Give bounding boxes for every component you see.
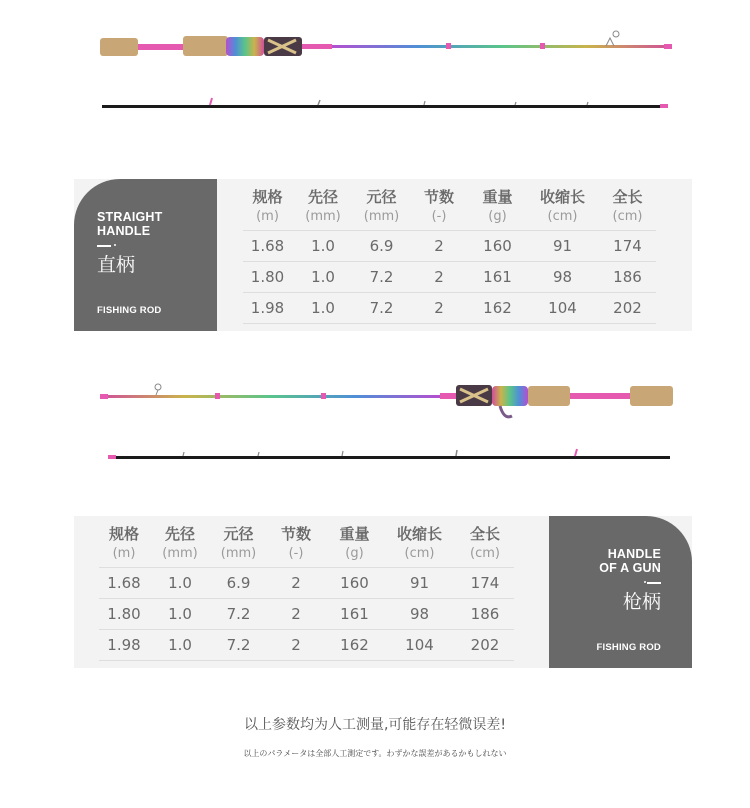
- table-cell: 1.80: [99, 599, 149, 630]
- column-header: 重量 (g): [482, 188, 513, 224]
- table-row: [243, 262, 656, 293]
- table-cell: 7.2: [211, 599, 266, 630]
- label-divider: [97, 245, 111, 247]
- gun-handle-spec-panel: [74, 516, 692, 668]
- fishing-rod-label: FISHING ROD: [97, 305, 162, 316]
- column-header: 收缩长 (cm): [539, 188, 585, 224]
- table-cell: 98: [526, 262, 599, 293]
- label-divider: [647, 582, 661, 584]
- table-cell: 91: [526, 231, 599, 262]
- table-cell: 98: [383, 599, 456, 630]
- table-cell: 1.98: [243, 293, 292, 324]
- column-header: 全长 (cm): [469, 525, 500, 561]
- table-row: [99, 568, 514, 599]
- column-header: 规格 (m): [108, 525, 139, 561]
- table-cell: 2: [266, 599, 326, 630]
- table-cell: 1.68: [243, 231, 292, 262]
- label-divider-dot: [644, 581, 646, 583]
- straight-handle-label-en: STRAIGHT HANDLE: [97, 210, 163, 238]
- table-cell: 160: [469, 231, 526, 262]
- table-cell: 161: [469, 262, 526, 293]
- table-cell: 202: [599, 293, 656, 324]
- table-cell: 202: [456, 630, 514, 661]
- table-header-row: [99, 524, 514, 568]
- column-header: 先径 (mm): [305, 188, 341, 224]
- column-header: 重量 (g): [339, 525, 370, 561]
- table-cell: 162: [326, 630, 383, 661]
- column-header: 先径 (mm): [162, 525, 198, 561]
- table-cell: 1.0: [292, 262, 354, 293]
- table-cell: 104: [526, 293, 599, 324]
- table-cell: 2: [266, 568, 326, 599]
- measurement-note-jp: 以上のパラメータは全部人工測定です。わずかな誤差があるかもしれない: [243, 749, 507, 758]
- table-cell: 104: [383, 630, 456, 661]
- straight-handle-spec-table: [243, 187, 656, 324]
- straight-handle-rod-image: [0, 20, 750, 120]
- rod-sections: [108, 449, 670, 459]
- table-cell: 160: [326, 568, 383, 599]
- table-row: [243, 231, 656, 262]
- table-cell: 1.98: [99, 630, 149, 661]
- table-row: [243, 293, 656, 324]
- column-header: 规格 (m): [252, 188, 283, 224]
- table-cell: 2: [409, 293, 469, 324]
- straight-handle-label: [74, 179, 217, 331]
- table-cell: 186: [456, 599, 514, 630]
- table-cell: 2: [409, 262, 469, 293]
- table-cell: 1.0: [292, 293, 354, 324]
- gun-handle-label-cn: 枪柄: [622, 591, 661, 613]
- assembled-rod: [100, 31, 672, 56]
- table-cell: 161: [326, 599, 383, 630]
- table-cell: 6.9: [354, 231, 409, 262]
- table-cell: 7.2: [211, 630, 266, 661]
- table-cell: 6.9: [211, 568, 266, 599]
- assembled-rod: [100, 384, 673, 417]
- fishing-rod-label: FISHING ROD: [596, 642, 661, 653]
- column-header: 元径 (mm): [363, 188, 400, 224]
- table-cell: 7.2: [354, 262, 409, 293]
- table-cell: 2: [266, 630, 326, 661]
- table-row: [99, 599, 514, 630]
- gun-handle-label: [549, 516, 692, 668]
- table-cell: 174: [599, 231, 656, 262]
- table-cell: 1.0: [149, 630, 211, 661]
- table-cell: 162: [469, 293, 526, 324]
- straight-handle-spec-panel: [74, 179, 692, 331]
- table-cell: 186: [599, 262, 656, 293]
- table-cell: 174: [456, 568, 514, 599]
- table-cell: 91: [383, 568, 456, 599]
- column-header: 收缩长 (cm): [396, 525, 442, 561]
- table-cell: 1.68: [99, 568, 149, 599]
- column-header: 节数 (-): [280, 525, 311, 561]
- table-cell: 1.0: [149, 599, 211, 630]
- table-cell: 1.0: [292, 231, 354, 262]
- gun-handle-label-en: HANDLE OF A GUN: [599, 547, 661, 575]
- label-divider-dot: [114, 244, 116, 246]
- gun-handle-spec-table: [99, 524, 514, 661]
- table-row: [99, 630, 514, 661]
- column-header: 全长 (cm): [612, 188, 643, 224]
- rod-sections: [102, 98, 668, 108]
- table-cell: 1.0: [149, 568, 211, 599]
- table-cell: 2: [409, 231, 469, 262]
- column-header: 元径 (mm): [220, 525, 257, 561]
- column-header: 节数 (-): [423, 188, 454, 224]
- table-header-row: [243, 187, 656, 231]
- straight-handle-label-cn: 直柄: [97, 254, 136, 276]
- measurement-note-cn: 以上参数均为人工测量,可能存在轻微误差!: [243, 717, 507, 733]
- table-cell: 1.80: [243, 262, 292, 293]
- gun-handle-rod-image: [0, 370, 750, 470]
- table-cell: 7.2: [354, 293, 409, 324]
